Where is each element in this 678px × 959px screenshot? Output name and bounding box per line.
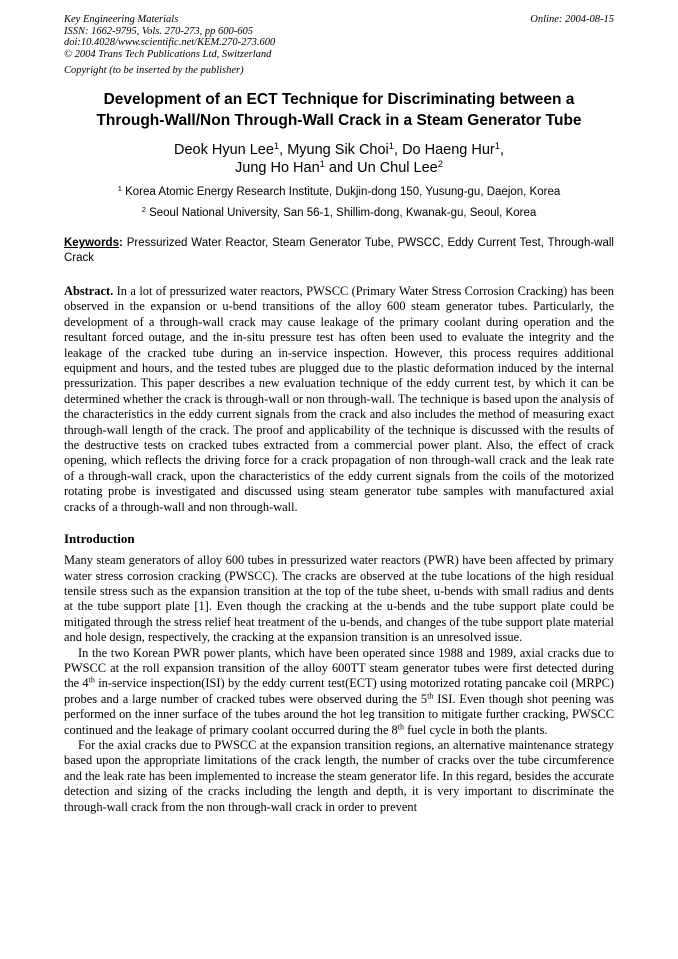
affiliation-text: Seoul National University, San 56-1, Shillim-dong, Kwanak-gu, Seoul, Korea bbox=[149, 207, 537, 219]
keywords-label: Keywords bbox=[64, 237, 119, 249]
author-name: Jung Ho Han bbox=[235, 160, 320, 176]
title-line-1: Development of an ECT Technique for Discriminating between a bbox=[103, 91, 575, 108]
intro-paragraph-2 bbox=[64, 646, 614, 738]
copyright-note: Copyright (to be inserted by the publisher) bbox=[64, 65, 244, 76]
affiliation-marker: 1 bbox=[494, 139, 500, 151]
abstract-paragraph bbox=[64, 284, 614, 515]
section-heading-introduction: Introduction bbox=[64, 531, 135, 547]
title-line-2: Through-Wall/Non Through-Wall Crack in a Steam Generator Tube bbox=[96, 112, 582, 129]
paragraph-text: ISI. Even though shot peening was performed on the inner surface of the tubes around the hot leg transition to mitigate further cracking, PWSCC continued and the leakage of primary coolant occurred during the 8 bbox=[64, 691, 614, 737]
intro-paragraph-1: Many steam generators of alloy 600 tubes in pressurized water reactors (PWR) have been affected by primary water stress corrosion cracking (PWSCC). The cracks are observed at the tube locations of the high residual tensile stress such as the expansion transition at the top of the tube sheet, u-bends with small radius and dents at the tube support plate [1]. Even though the cracking at the u-bends and the tube support plate could be mitigated through the stress relief heat treatment of the u-bends, and changes of the tube support plate material and hole design, respectively, the cracking at the expansion transition is an unresolved issue. bbox=[64, 553, 614, 645]
author-list: Deok Hyun Lee$^1$, Myung Sik Choi$^1$, Do Haeng Hur$^1$, Jung Ho Han$^1$ and Un Chul Lee$^2$ bbox=[173, 139, 505, 176]
affiliation-marker: 2 bbox=[437, 157, 443, 169]
publisher-line: © 2004 Trans Tech Publications Ltd, Switzerland bbox=[64, 48, 272, 60]
author-name: Myung Sik Choi bbox=[287, 142, 389, 158]
affiliation-marker: 1 bbox=[388, 139, 394, 151]
online-date: Online: 2004-08-15 bbox=[530, 14, 614, 25]
affiliation-marker: 1 bbox=[273, 139, 280, 151]
paragraph-text: fuel cycle in both the plants. bbox=[404, 722, 548, 737]
affiliation-marker: 1 bbox=[319, 157, 325, 169]
journal-name: Key Engineering Materials bbox=[64, 14, 179, 25]
affiliation-marker: 2 bbox=[141, 204, 146, 214]
ordinal-suffix: th bbox=[397, 722, 404, 732]
intro-paragraph-3: For the axial cracks due to PWSCC at the expansion transition regions, an alternative maintenance strategy based upon the appropriate limitations of the crack length, the number of cracks over the tube circumference and the leak rate has been implemented to increase the steam generator life. In this regard, besides the accurate detection and sizing of the cracks including the length and depth, it is very important to discriminate the through-wall crack from the non through-wall crack in order to prevent bbox=[64, 737, 614, 814]
ordinal-suffix: th bbox=[88, 675, 95, 685]
keywords-text: Pressurized Water Reactor, Steam Generator Tube, PWSCC, Eddy Current Test, Through-wall Crack bbox=[64, 237, 614, 264]
author-name: Un Chul Lee bbox=[357, 160, 438, 176]
affiliation-text: Korea Atomic Energy Research Institute, Dukjin-dong 150, Yusung-gu, Daejon, Korea bbox=[125, 186, 561, 198]
paper-title bbox=[64, 89, 614, 131]
keywords-block bbox=[64, 236, 614, 266]
author-conjunction: and bbox=[328, 160, 354, 176]
abstract-label: Abstract. bbox=[64, 284, 114, 298]
affiliation-marker: 1 bbox=[117, 183, 122, 193]
author-name: Deok Hyun Lee bbox=[173, 142, 274, 158]
issn-line: ISSN: 1662-9795, Vols. 270-273, pp 600-605 bbox=[64, 25, 253, 37]
affiliation-1 bbox=[64, 185, 614, 200]
doi-line[interactable]: doi:10.4028/www.scientific.net/KEM.270-273.600 bbox=[64, 37, 276, 48]
ordinal-suffix: th bbox=[427, 691, 434, 701]
paragraph-text: In the two Korean PWR power plants, which have been operated since 1988 and 1989, axial cracks due to PWSCC at the roll expansion transition of the alloy 600TT steam generator tubes were first detected during the 4 bbox=[64, 645, 614, 691]
affiliation-2 bbox=[64, 206, 614, 221]
abstract-text: In a lot of pressurized water reactors, PWSCC (Primary Water Stress Corrosion Cracking) has been observed in the expansion or u-bend transitions of the alloy 600 steam generator tubes. Particularly, the development of a through-wall crack may cause leakage of the primary coolant during operation and the resultant forced outage, and the in-situ pressure test has often been used to evaluate the integrity and the leakage of the cracked tube during an in-service inspection. However, this process requires additional equipment and hours, and the tested tubes are plugged due to the plastic deformation induced by the internal pressurization. This paper describes a new evaluation technique of the eddy current test, by which it can be determined whether the crack is through-wall or non through-wall. The technique is based upon the analysis of the characteristics in the eddy current signals from the crack and also includes the method of measuring exact through-wall length of the crack. The proof and applicability of the technique is discussed with the results of the destructive tests on cracked tubes extracted from a commercial power plant. Also, the effect of crack opening, which reflects the driving force for a crack propagation of non through-wall crack and the leak rate of a through-wall crack, upon the characteristics of the eddy current signals from the coils of the motorized rotating probe is investigated and discussed using steam generator tube samples with manufactured axial cracks of a through-wall and non through-wall. bbox=[64, 284, 614, 514]
keywords-colon: : bbox=[118, 237, 123, 249]
paper-page bbox=[64, 14, 614, 815]
paragraph-text: in-service inspection(ISI) by the eddy current test(ECT) using motorized rotating pancake coil (MRPC) probes and a large number of cracked tubes were observed during the 5 bbox=[64, 676, 614, 706]
author-name: Do Haeng Hur bbox=[402, 142, 495, 158]
journal-header bbox=[64, 14, 614, 60]
